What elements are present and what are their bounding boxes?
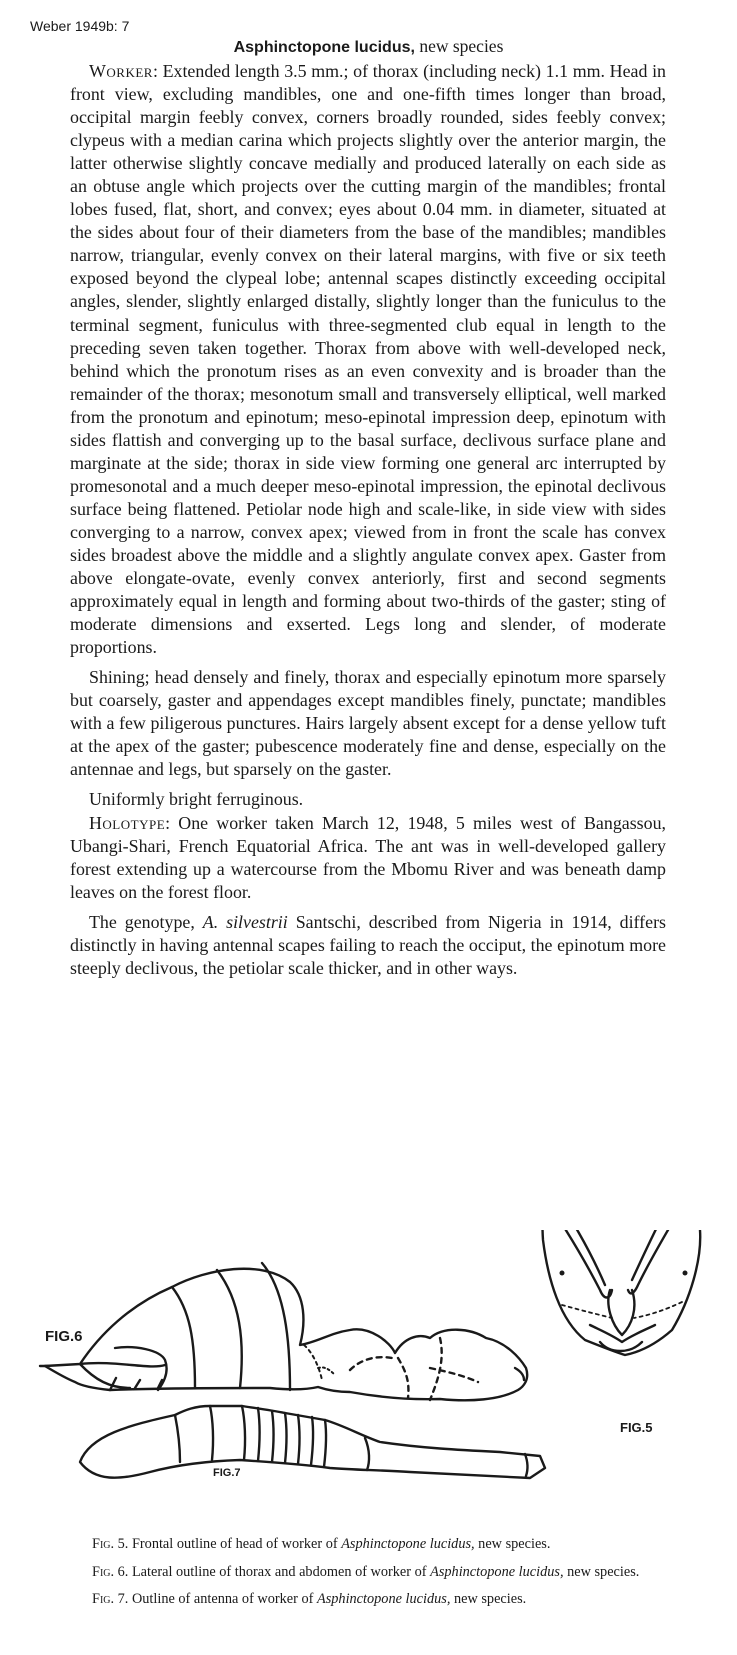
- sculpture-paragraph: Shining; head densely and finely, thorax and especially epinotum more sparsely but coarsely, gaster and appendages except mandibles finely, punctate; mandibles with a few piligerous punctures. Hairs largely absent except for a dense yellow tuft at the apex of the gaster; pubescence moderately fine and dense, especially on the antennae and legs, but sparsely on the gaster.: [70, 667, 666, 780]
- caption-fig6: [78, 1563, 670, 1583]
- genotype-text-b: Santschi, described from Nigeria in 1914, differs distinctly in having antennal scapes failing to reach the occiput, the epinotum more steeply declivous, the petiolar scale thicker, and in other ways.: [70, 911, 667, 978]
- species-name: Asphinctopone lucidus,: [233, 39, 415, 56]
- fig7-antenna-outline-drawing: [80, 1406, 545, 1478]
- genotype-paragraph: [70, 911, 666, 980]
- caption-text-end: new species.: [474, 1536, 551, 1552]
- page-reference: Weber 1949b: 7: [30, 18, 130, 34]
- worker-paragraph: [70, 60, 666, 659]
- holotype-text: : One worker taken March 12, 1948, 5 miles west of Bangassou, Ubangi-Shari, French Equatorial Africa. The ant was in well-developed gallery forest extending up a watercourse from the Mbomu River and was beneath damp leaves on the forest floor.: [70, 812, 666, 902]
- caption-text-end: new species.: [563, 1563, 640, 1580]
- caption-fig7: [78, 1590, 670, 1610]
- genotype-species: A. silvestrii: [202, 911, 288, 932]
- color-paragraph: Uniformly bright ferruginous.: [89, 789, 304, 810]
- worker-text: : Extended length 3.5 mm.; of thorax (including neck) 1.1 mm. Head in front view, excluding mandibles, one and one-fifth times longer than broad, occipital margin feebly convex, corners broadly rounded, sides feebly convex; clypeus with a median carina which projects slightly over the anterior margin, the latter otherwise slightly concave medially and produced laterally on each side as an obtuse angle which projects over the cutting margin of the mandibles; frontal lobes fused, flat, short, and convex; eyes about 0.04 mm. in diameter, situated at the sides about four of their diameters from the base of the mandibles; mandibles narrow, triangular, evenly convex on their lateral margins, with five or six teeth exposed beyond the clypeal lobe; antennal scapes distinctly exceeding occipital angles, slender, slightly enlarged distally, slightly longer than the funiculus to the terminal segment, funiculus with three-segmented club equal in length to the preceding seven taken together. Thorax from above with well-developed neck, behind which the pronotum rises as an even convexity and is broader than the remainder of the thorax; mesonotum small and transversely elliptical, well marked from the pronotum and epinotum; meso-epinotal impression deep, epinotum with sides flattish and converging up to the basal surface, declivous surface plane and marginate at the side; thorax in side view forming one general arc interrupted by promesonotal and a much deeper meso-epinotal impression, the epinotal declivous surface being flattened. Petiolar node high and scale-like, in side view with sides converging to a narrow, convex apex; viewed from in front the scale has convex sides broadest above the middle and a slightly angulate convex apex. Gaster from above elongate-ovate, evenly convex anteriorly, first and second segments approximately equal in length and forming about two-thirds of the gaster; sting of moderate dimensions and exserted. Legs long and slender, of moderate proportions.: [70, 61, 666, 658]
- caption-species: Asphinctopone lucidus,: [430, 1563, 564, 1580]
- caption-label: Fig. 7.: [92, 1591, 129, 1607]
- caption-text: Lateral outline of thorax and abdomen of worker of: [131, 1563, 431, 1580]
- caption-species: Asphinctopone lucidus,: [316, 1591, 451, 1607]
- fig6-label: FIG.6: [45, 1328, 83, 1345]
- fig5-label: FIG.5: [620, 1420, 653, 1435]
- genotype-text-a: The genotype,: [89, 911, 203, 932]
- caption-text-end: new species.: [450, 1591, 527, 1607]
- caption-label: Fig. 5.: [92, 1536, 129, 1552]
- figure-plate: [0, 1230, 737, 1530]
- species-status: new species: [419, 36, 504, 56]
- caption-species: Asphinctopone lucidus,: [341, 1536, 475, 1552]
- holotype-lead: Holotype: [89, 812, 166, 833]
- caption-label: Fig. 6.: [92, 1563, 129, 1580]
- figure-captions: [78, 1535, 670, 1618]
- caption-fig5: [78, 1535, 670, 1555]
- caption-text: Frontal outline of head of worker of: [131, 1536, 342, 1552]
- fig7-label: FIG.7: [213, 1467, 241, 1479]
- fig5-head-outline-drawing: [542, 1230, 700, 1355]
- page-title: [0, 36, 737, 57]
- worker-lead: Worker: [89, 61, 153, 81]
- caption-text: Outline of antenna of worker of: [131, 1591, 317, 1607]
- description-body: [70, 60, 666, 980]
- holotype-paragraph: [70, 812, 666, 904]
- fig6-lateral-outline-drawing: [40, 1263, 527, 1400]
